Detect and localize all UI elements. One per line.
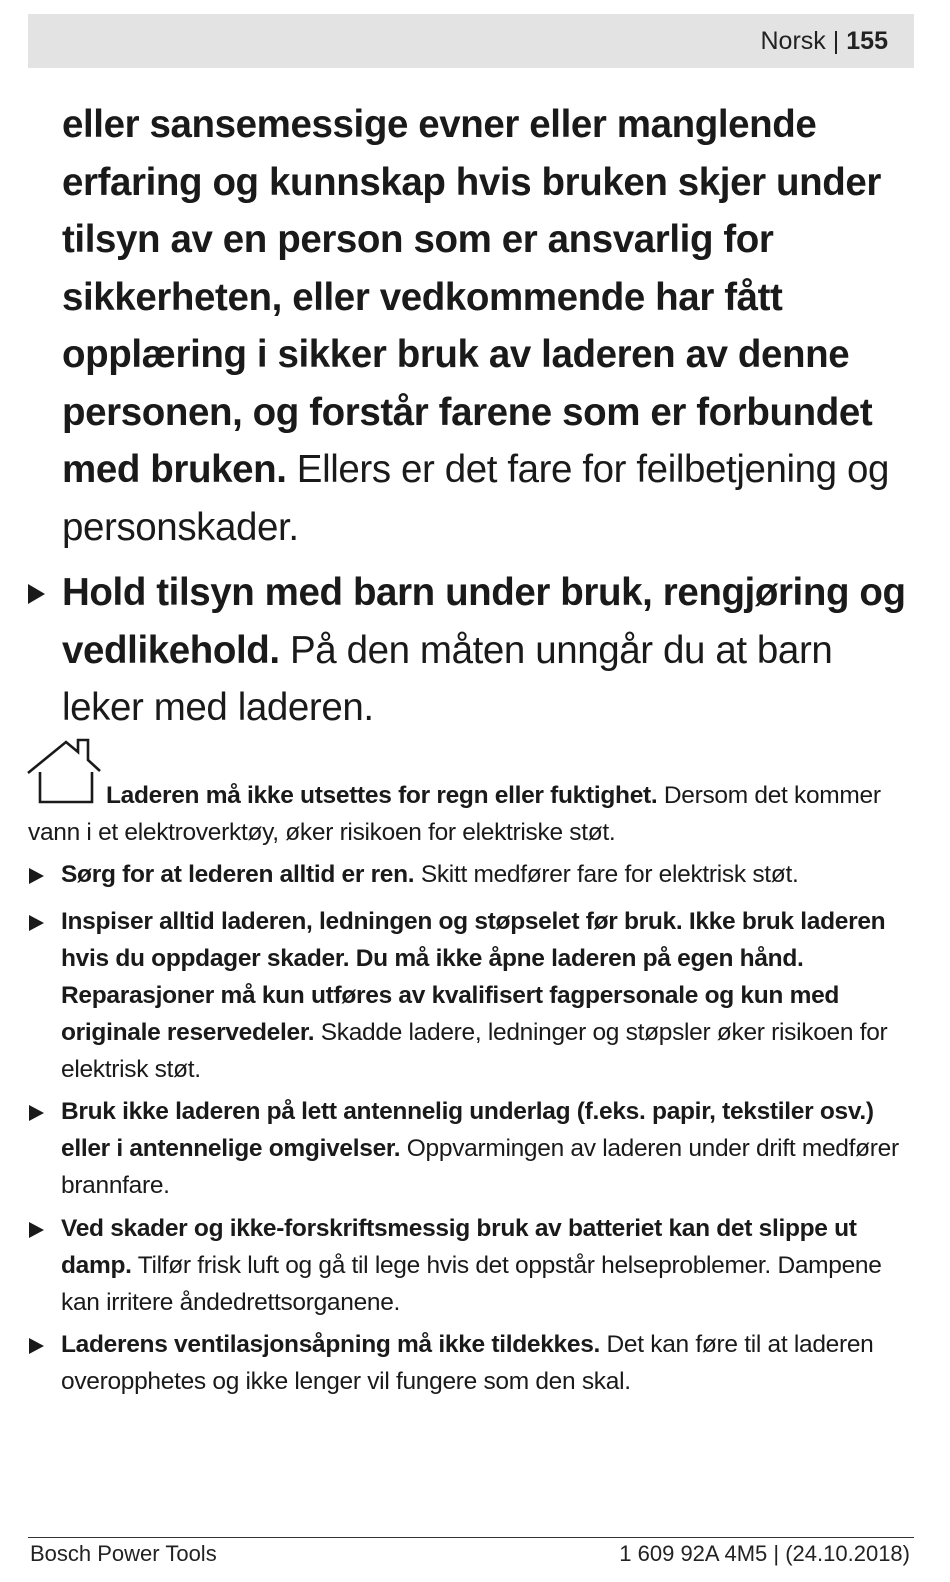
list-item-bold: Ved skader og ikke-forskriftsmessig bruk av batteriet kan det slippe ut damp. bbox=[61, 1215, 857, 1279]
bullet-triangle-icon bbox=[29, 1222, 44, 1238]
footer-divider bbox=[28, 1537, 914, 1538]
header-separator: | bbox=[832, 26, 840, 55]
bullet-triangle-icon bbox=[29, 915, 44, 931]
list-item-normal: Skitt medfører fare for elektrisk støt. bbox=[414, 861, 799, 888]
indoor-warning bbox=[28, 777, 908, 851]
list-item-bold: Sørg for at lederen alltid er ren. bbox=[61, 861, 415, 888]
footer-brand: Bosch Power Tools bbox=[30, 1541, 217, 1566]
bullet-triangle-icon bbox=[28, 584, 45, 604]
bullet-triangle-icon bbox=[29, 1338, 44, 1354]
page-header bbox=[28, 14, 914, 68]
list-item bbox=[61, 856, 911, 893]
list-item bbox=[61, 1210, 911, 1321]
indoor-warning-bold: Laderen må ikke utsettes for regn eller fuktighet. bbox=[106, 782, 658, 809]
list-item-bold: Laderens ventilasjonsåpning må ikke tildekkes. bbox=[61, 1331, 601, 1358]
footer-doc-id: 1 609 92A 4M5 | (24.10.2018) bbox=[619, 1541, 910, 1566]
page-number: 155 bbox=[846, 26, 888, 55]
list-item-bold: Bruk ikke laderen på lett antennelig underlag (f.eks. papir, tekstiler osv.) eller i antennelige omgivelser. bbox=[61, 1098, 874, 1162]
list-item bbox=[61, 1326, 911, 1400]
list-item-normal: Oppvarmingen av laderen under drift medfører brannfare. bbox=[61, 1135, 899, 1199]
list-item bbox=[61, 1093, 911, 1204]
header-language: Norsk bbox=[760, 26, 826, 55]
intro-bold-text: eller sansemessige evner eller manglende erfaring og kunnskap hvis bruken skjer under tilsyn av en person som er ansvarlig for sikkerheten, eller vedkommende har fått opplæring i sikker bruk av laderen av denne personen, og forstår farene som er forbundet med bruken. bbox=[62, 103, 881, 491]
list-item-bold: Inspiser alltid laderen, ledningen og støpselet før bruk. Ikke bruk laderen hvis du oppdager skader. Du må ikke åpne laderen på egen hånd. Reparasjoner må kun utføres av kvalifisert fagpersonale og kun med originale reservedeler. bbox=[61, 908, 886, 1046]
list-item bbox=[61, 903, 911, 1088]
list-item-normal: Tilfør frisk luft og gå til lege hvis det oppstår helseproblemer. Dampene kan irritere åndedrettsorganene. bbox=[61, 1252, 882, 1316]
bullet-triangle-icon bbox=[29, 1105, 44, 1121]
indoor-warning-normal: Dersom det kommer vann i et elektroverktøy, øker risikoen for elektriske støt. bbox=[28, 782, 881, 846]
list-item-normal: Det kan føre til at laderen overopphetes og ikke lenger vil fungere som den skal. bbox=[61, 1331, 874, 1395]
list-item-normal: Skadde ladere, ledninger og støpsler øker risikoen for elektrisk støt. bbox=[61, 1019, 888, 1083]
intro-normal-text: Ellers er det fare for feilbetjening og personskader. bbox=[62, 448, 889, 549]
children-supervision-bullet bbox=[62, 564, 912, 737]
intro-paragraph bbox=[62, 96, 912, 556]
bullet-triangle-icon bbox=[29, 868, 44, 884]
bullet-normal-text: På den måten unngår du at barn leker med laderen. bbox=[62, 628, 833, 729]
bullet-bold-text: Hold tilsyn med barn under bruk, rengjøring og vedlikehold. bbox=[62, 571, 906, 672]
